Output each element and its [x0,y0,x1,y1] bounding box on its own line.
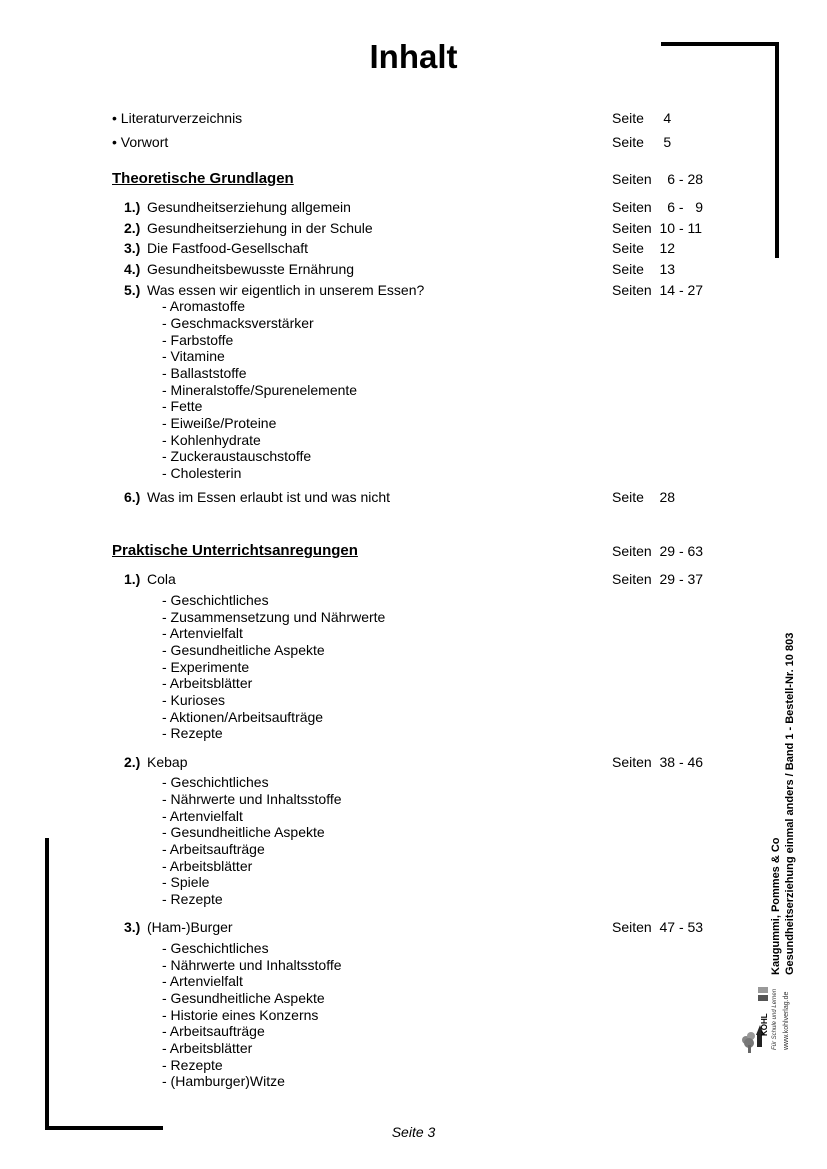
toc-item-number: 1.) [124,571,141,587]
toc-item-number: 2.) [124,754,141,770]
toc-subitem: - Geschmacksverstärker [162,315,314,331]
toc-item-label: Was essen wir eigentlich in unserem Essen? [147,282,425,298]
toc-subitem: - Aktionen/Arbeitsaufträge [162,709,324,725]
toc-item-number: 6.) [124,489,141,505]
toc-subitem: - Fette [162,398,203,414]
toc-subitem: - Farbstoffe [162,332,234,348]
toc-item-page: Seiten 6 - 9 [612,199,704,215]
section-heading-theory: Theoretische Grundlagen [112,170,294,187]
toc-subitem: - Gesundheitliche Aspekte [162,990,325,1006]
toc-item-label: Kebap [147,754,188,770]
toc-subitem: - Arbeitsaufträge [162,1023,265,1039]
toc-item-label: Gesundheitserziehung in der Schule [147,220,373,236]
toc-item-number: 3.) [124,919,141,935]
toc-item-page: Seiten 10 - 11 [612,220,703,236]
toc-item-label: Gesundheitsbewusste Ernährung [147,261,355,277]
page-title: Inhalt [369,38,458,75]
toc-subitem: - Kohlenhydrate [162,432,261,448]
sidebar-book-title: Kaugummi, Pommes & Co [770,837,782,975]
toc-item-label: (Ham-)Burger [147,919,233,935]
toc-item-number: 1.) [124,199,141,215]
publisher-url: www.kohlverlag.de [783,991,790,1050]
toc-subitem: - Experimente [162,659,250,675]
toc-subitem: - Gesundheitliche Aspekte [162,824,325,840]
toc-item-page: Seite 12 [612,240,676,256]
toc-item-label: Cola [147,571,176,587]
toc-item-page: Seiten 14 - 27 [612,282,704,298]
toc-subitem: - Historie eines Konzerns [162,1007,319,1023]
toc-subitem: - Zusammensetzung und Nährwerte [162,609,386,625]
toc-subitem: - Vitamine [162,348,225,364]
toc-subitem: - Arbeitsblätter [162,675,253,691]
toc-subitem: - Geschichtliches [162,774,269,790]
toc-subitem: - Artenvielfalt [162,625,243,641]
toc-subitem: - Mineralstoffe/Spurenelemente [162,382,358,398]
toc-subitem: - Artenvielfalt [162,973,243,989]
toc-subitem: - Geschichtliches [162,940,269,956]
toc-item-label: Gesundheitserziehung allgemein [147,199,351,215]
toc-item-page: Seite 28 [612,489,676,505]
toc-item-page: Seite 13 [612,261,676,277]
toc-subitem: - Rezepte [162,725,223,741]
toc-subitem: - Nährwerte und Inhaltsstoffe [162,791,342,807]
toc-subitem: - (Hamburger)Witze [162,1073,285,1089]
section-pages-theory: Seiten 6 - 28 [612,171,704,187]
toc-item-page: Seiten 47 - 53 [612,919,704,935]
toc-subitem: - Geschichtliches [162,592,269,608]
toc-subitem: - Arbeitsblätter [162,858,253,874]
toc-subitem: - Aromastoffe [162,298,246,314]
toc-subitem: - Artenvielfalt [162,808,243,824]
toc-item-number: 3.) [124,240,141,256]
toc-item-page: Seiten 38 - 46 [612,754,704,770]
toc-literatur-page: Seite 4 [612,110,672,126]
section-pages-practice: Seiten 29 - 63 [612,543,704,559]
toc-subitem: - Cholesterin [162,465,242,481]
toc-subitem: - Arbeitsblätter [162,1040,253,1056]
frame-bottom-left-vertical [45,838,49,1130]
toc-subitem: - Spiele [162,874,210,890]
toc-subitem: - Eiweiße/Proteine [162,415,277,431]
toc-literatur-label: • Literaturverzeichnis [112,110,243,126]
toc-subitem: - Zuckeraustauschstoffe [162,448,312,464]
toc-item-label: Die Fastfood-Gesellschaft [147,240,309,256]
toc-subitem: - Kurioses [162,692,226,708]
toc-subitem: - Rezepte [162,891,223,907]
page-number-footer: Seite 3 [391,1124,436,1140]
toc-item-number: 2.) [124,220,141,236]
section-heading-practice: Praktische Unterrichtsanregungen [112,542,358,559]
toc-vorwort-page: Seite 5 [612,134,672,150]
toc-item-number: 5.) [124,282,141,298]
toc-subitem: - Gesundheitliche Aspekte [162,642,325,658]
toc-subitem: - Rezepte [162,1057,223,1073]
toc-item-number: 4.) [124,261,141,277]
publisher-tagline: Für Schule und Lernen [772,988,778,1050]
toc-item-page: Seiten 29 - 37 [612,571,704,587]
toc-vorwort-label: • Vorwort [112,134,169,150]
toc-subitem: - Nährwerte und Inhaltsstoffe [162,957,342,973]
publisher-logo-text: KOHL [760,1013,769,1036]
toc-subitem: - Ballaststoffe [162,365,247,381]
toc-subitem: - Arbeitsaufträge [162,841,265,857]
sidebar-book-subtitle: Gesundheitserziehung einmal anders / Band 1 - Bestell-Nr. 10 803 [784,632,796,975]
toc-item-label: Was im Essen erlaubt ist und was nicht [147,489,391,505]
